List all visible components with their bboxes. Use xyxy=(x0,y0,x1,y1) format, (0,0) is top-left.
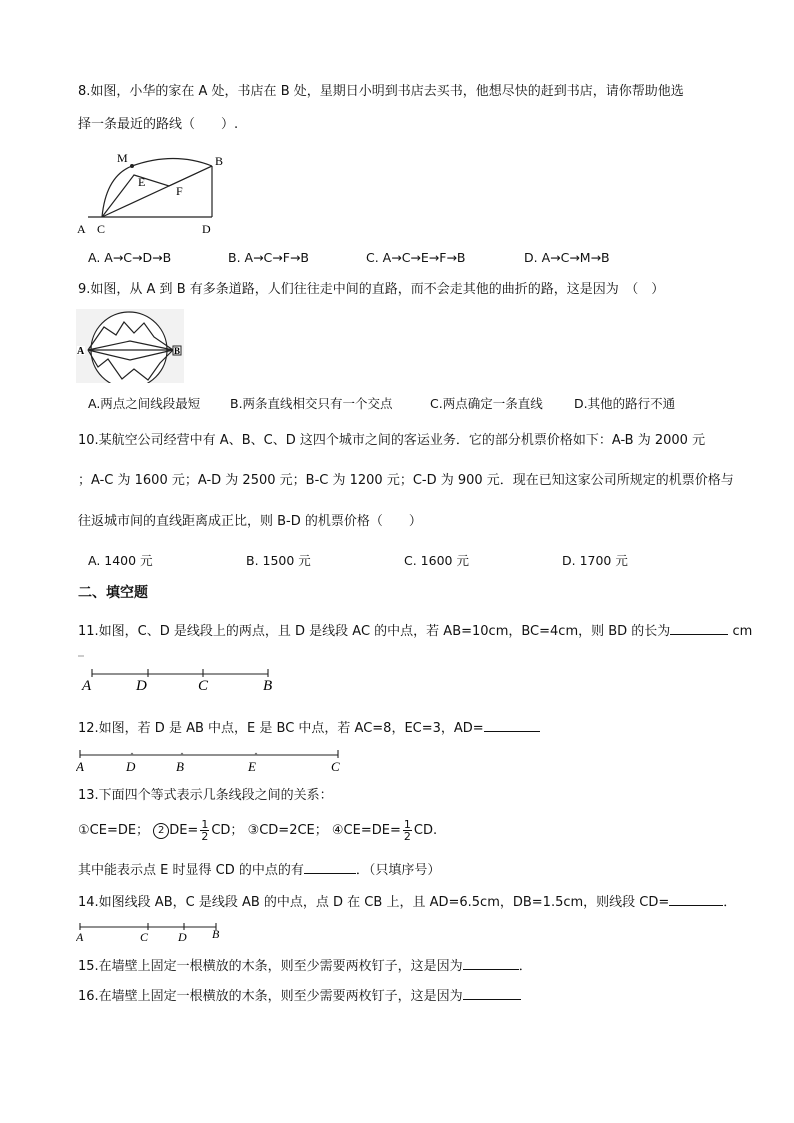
label-c: C xyxy=(140,930,149,944)
label-d: D xyxy=(126,759,136,774)
q12-text: 12.如图，若 D 是 AB 中点，E 是 BC 中点，若 AC=8，EC=3，AD= xyxy=(78,721,484,736)
label-d: D xyxy=(136,678,147,694)
q12-text-line xyxy=(78,719,540,737)
q14-end: ． xyxy=(723,895,737,910)
q13-eq2a: DE= xyxy=(169,823,199,838)
q13-answer-blank[interactable] xyxy=(304,861,356,874)
label-b: B xyxy=(215,154,224,168)
label-b: B xyxy=(174,346,181,356)
q9-option-a: A.两点之间线段最短 xyxy=(88,396,201,411)
q14-text-line xyxy=(78,893,736,911)
q8-figure xyxy=(74,148,234,240)
q13-eq4b: CD. xyxy=(413,823,438,838)
q13-equations xyxy=(78,818,437,844)
q11-figure xyxy=(78,650,288,694)
q14-figure xyxy=(76,918,226,944)
q10-line3: 往返城市间的直线距离成正比，则 B-D 的机票价格（ ） xyxy=(78,514,422,529)
q9-option-c: C.两点确定一条直线 xyxy=(430,396,543,411)
label-f: F xyxy=(176,184,183,198)
q13-eq1: ①CE=DE； xyxy=(78,823,150,838)
q10-option-a: A. 1400 元 xyxy=(88,553,153,568)
label-b: B xyxy=(263,678,273,694)
q16-answer-blank[interactable] xyxy=(463,987,521,1000)
label-b: B xyxy=(212,927,220,941)
q11-text: 11.如图，C、D 是线段上的两点，且 D 是线段 AC 的中点，若 AB=10cm，BC=4cm，则 BD 的长为 xyxy=(78,624,671,639)
q15-end: ． xyxy=(518,959,532,974)
q13-eq2b: CD； xyxy=(211,823,244,838)
q8-option-a: A. A→C→D→B xyxy=(88,250,172,265)
q15-answer-blank[interactable] xyxy=(463,957,519,970)
q10-option-b: B. 1500 元 xyxy=(246,553,311,568)
q8-option-b: B. A→C→F→B xyxy=(228,250,309,265)
label-c: C xyxy=(331,759,340,774)
q9-figure xyxy=(76,309,184,383)
q10-option-c: C. 1600 元 xyxy=(404,553,469,568)
q10-line2: ；A-C 为 1600 元；A-D 为 2500 元；B-C 为 1200 元；C-D 为 900 元．现在已知这家公司所规定的机票价格与 xyxy=(78,473,734,488)
q11-unit: cm xyxy=(732,624,753,639)
q13-line1: 13.下面四个等式表示几条线段之间的关系： xyxy=(78,788,333,803)
label-a: A xyxy=(82,678,92,694)
circled-two-icon: 2 xyxy=(153,823,169,839)
q14-answer-blank[interactable] xyxy=(669,893,723,906)
label-d: D xyxy=(202,222,211,236)
q8-line1: 8.如图，小华的家在 A 处，书店在 B 处，星期日小明到书店去买书，他想尽快的赶到书店，请你帮助他选 xyxy=(78,84,684,99)
q9-option-b: B.两条直线相交只有一个交点 xyxy=(230,396,393,411)
point-m xyxy=(130,164,134,168)
q13-line3 xyxy=(78,861,440,879)
q13-eq3: ③CD=2CE； xyxy=(247,823,328,838)
q13-line3a: 其中能表示点 E 时显得 CD 的中点的有 xyxy=(78,863,304,878)
q11-text-line xyxy=(78,622,752,640)
label-a: A xyxy=(76,930,84,944)
label-a: A xyxy=(77,222,86,236)
label-d: D xyxy=(178,930,187,944)
label-b: B xyxy=(176,759,184,774)
label-a: A xyxy=(76,759,84,774)
label-e: E xyxy=(248,759,256,774)
q10-line1: 10.某航空公司经营中有 A、B、C、D 这四个城市之间的客运业务．它的部分机票价格如下：A-B 为 2000 元 xyxy=(78,433,706,448)
q12-answer-blank[interactable] xyxy=(484,719,540,732)
label-c: C xyxy=(198,678,209,694)
q12-figure xyxy=(76,744,348,776)
q15-text-line xyxy=(78,957,532,975)
q8-option-c: C. A→C→E→F→B xyxy=(366,250,466,265)
label-e: E xyxy=(138,175,146,189)
q9-option-d: D.其他的路行不通 xyxy=(574,396,676,411)
q16-text: 16.在墙壁上固定一根横放的木条，则至少需要两枚钉子，这是因为 xyxy=(78,989,463,1004)
section-title: 二、填空题 xyxy=(78,585,148,601)
label-a: A xyxy=(77,346,85,357)
label-m: M xyxy=(117,151,128,165)
q13-line3b: ．（只填序号） xyxy=(355,863,441,878)
q8-option-d: D. A→C→M→B xyxy=(524,250,610,265)
q14-text: 14.如图线段 AB，C 是线段 AB 的中点，点 D 在 CB 上，且 AD=6.5cm，DB=1.5cm，则线段 CD= xyxy=(78,895,670,910)
q13-fraction-2: $\frac{1}{2}$ xyxy=(403,818,411,843)
q11-answer-blank[interactable] xyxy=(670,622,728,635)
q15-text: 15.在墙壁上固定一根横放的木条，则至少需要两枚钉子，这是因为 xyxy=(78,959,463,974)
q8-line2: 择一条最近的路线（ ）. xyxy=(78,117,239,132)
q16-text-line xyxy=(78,987,521,1005)
label-c: C xyxy=(97,222,106,236)
q13-fraction-1: $\frac{1}{2}$ xyxy=(201,818,209,843)
q13-eq4a: ④CE=DE= xyxy=(331,823,401,838)
q9-line1: 9.如图，从 A 到 B 有多条道路，人们往往走中间的直路，而不会走其他的曲折的路，这是因为 （ ） xyxy=(78,282,665,297)
q10-option-d: D. 1700 元 xyxy=(562,553,628,568)
